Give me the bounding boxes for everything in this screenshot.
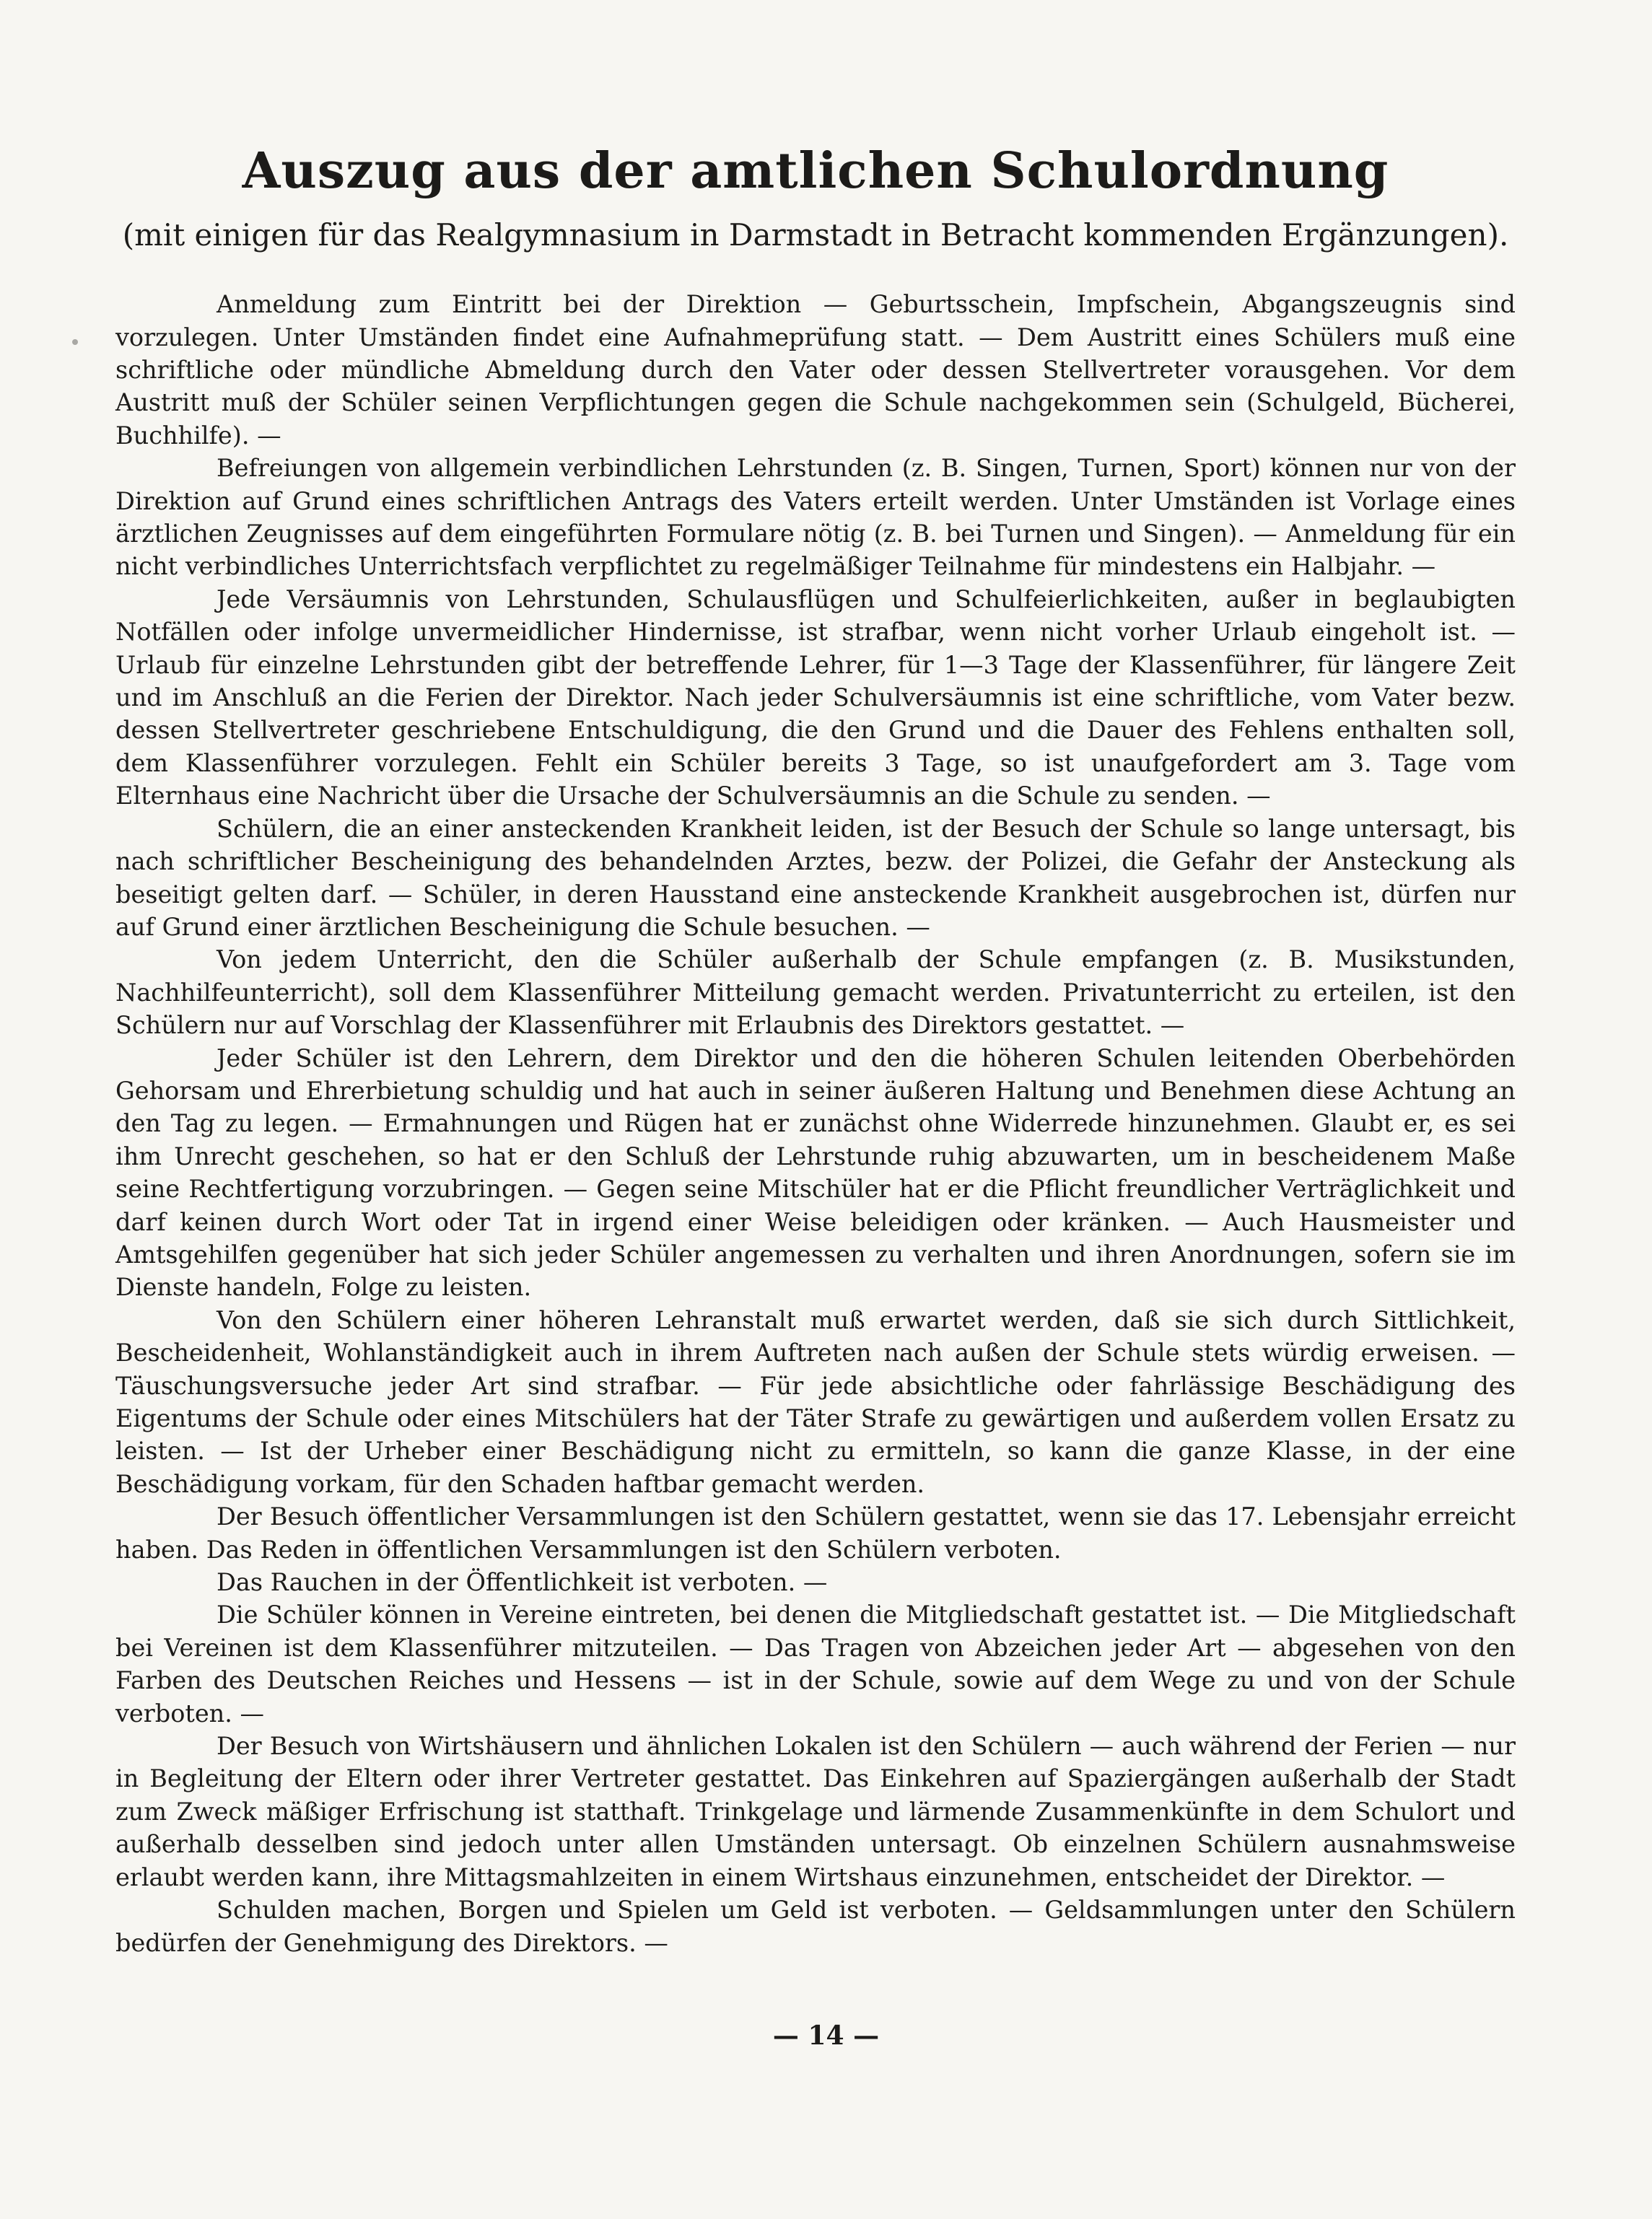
paragraph-befreiungen: Befreiungen von allgemein verbindlichen Lehrstunden (z. B. Singen, Turnen, Sport) können nur von der Direktion auf Grund eines schriftlichen Antrags des Vaters erteilt werden. Unter Umständen ist Vorlage eines ärztlichen Zeugnisses auf dem eingeführten Formulare nötig (z. B. bei Turnen und Singen). — Anmeldung für ein nicht verbindliches Unterrichtsfach verpflichtet zu regelmäßiger Teilnahme für mindestens ein Halbjahr. — bbox=[115, 454, 1516, 581]
page-number: — 14 — bbox=[772, 2021, 880, 2051]
margin-mark bbox=[72, 339, 78, 345]
paragraph-krankheit: Schülern, die an einer ansteckenden Krankheit leiden, ist der Besuch der Schule so lange untersagt, bis nach schriftlicher Bescheinigung des behandelnden Arztes, bezw. der Polizei, die Gefahr der Ansteckung als beseitigt gelten darf. — Schüler, in deren Hausstand eine ansteckende Krankheit ausgebrochen ist, dürfen nur auf Grund einer ärztlichen Bescheinigung die Schule besuchen. — bbox=[115, 814, 1516, 941]
body-text bbox=[115, 288, 1516, 1959]
paragraph-wirtshaeuser: Der Besuch von Wirtshäusern und ähnlichen Lokalen ist den Schülern — auch während der Ferien — nur in Begleitung der Eltern oder ihrer Vertreter gestattet. Das Einkehren auf Spaziergängen außerhalb der Stadt zum Zweck mäßiger Erfrischung ist statthaft. Trinkgelage und lärmende Zusammenkünfte in dem Schulort und außerhalb desselben sind jedoch unter allen Umständen untersagt. Ob einzelnen Schülern ausnahmsweise erlaubt werden kann, ihre Mittagsmahlzeiten in einem Wirtshaus einzunehmen, entscheidet der Direktor. — bbox=[115, 1732, 1516, 1891]
page-title: Auszug aus der amtlichen Schulordnung bbox=[242, 142, 1389, 200]
paragraph-anmeldung: Anmeldung zum Eintritt bei der Direktion — Geburtsschein, Impfschein, Abgangszeugnis sind vorzulegen. Unter Umständen findet eine Aufnahmeprüfung statt. — Dem Austritt eines Schülers muß eine schriftliche oder mündliche Abmeldung durch den Vater oder dessen Stellvertreter vorausgehen. Vor dem Austritt muß der Schüler seinen Verpflichtungen gegen die Schule nachgekommen sein (Schulgeld, Bücherei, Buchhilfe). — bbox=[115, 290, 1516, 450]
paragraph-versaeumnis: Jede Versäumnis von Lehrstunden, Schulausflügen und Schulfeierlichkeiten, außer in beglaubigten Notfällen oder infolge unvermeidlicher Hindernisse, ist strafbar, wenn nicht vorher Urlaub eingeholt ist. — Urlaub für einzelne Lehrstunden gibt der betreffende Lehrer, für 1—3 Tage der Klassenführer, für längere Zeit und im Anschluß an die Ferien der Direktor. Nach jeder Schulversäumnis ist eine schriftliche, vom Vater bezw. dessen Stellvertreter geschriebene Entschuldigung, die den Grund und die Dauer des Fehlens enthalten soll, dem Klassenführer vorzulegen. Fehlt ein Schüler bereits 3 Tage, so ist unaufgefordert am 3. Tage vom Elternhaus eine Nachricht über die Ursache der Schulversäumnis an die Schule zu senden. — bbox=[115, 585, 1516, 810]
paragraph-schulden: Schulden machen, Borgen und Spielen um Geld ist verboten. — Geldsammlungen unter den Schülern bedürfen der Genehmigung des Direktors. — bbox=[115, 1896, 1516, 1957]
paragraph-versammlungen: Der Besuch öffentlicher Versammlungen ist den Schülern gestattet, wenn sie das 17. Lebensjahr erreicht haben. Das Reden in öffentlichen Versammlungen ist den Schülern verboten. bbox=[115, 1502, 1516, 1564]
paragraph-gehorsam: Jeder Schüler ist den Lehrern, dem Direktor und den die höheren Schulen leitenden Oberbehörden Gehorsam und Ehrerbietung schuldig und hat auch in seiner äußeren Haltung und Benehmen diese Achtung an den Tag zu legen. — Ermahnungen und Rügen hat er zunächst ohne Widerrede hinzunehmen. Glaubt er, es sei ihm Unrecht geschehen, so hat er den Schluß der Lehrstunde ruhig abzuwarten, um in bescheidenem Maße seine Rechtfertigung vorzubringen. — Gegen seine Mitschüler hat er die Pflicht freundlicher Verträglichkeit und darf keinen durch Wort oder Tat in irgend einer Weise beleidigen oder kränken. — Auch Hausmeister und Amtsgehilfen gegenüber hat sich jeder Schüler angemessen zu verhalten und ihren Anordnungen, sofern sie im Dienste handeln, Folge zu leisten. bbox=[115, 1043, 1516, 1302]
document-page bbox=[115, 144, 1516, 1959]
page-subtitle: (mit einigen für das Realgymnasium in Darmstadt in Betracht kommenden Ergänzungen). bbox=[122, 216, 1509, 253]
paragraph-vereine: Die Schüler können in Vereine eintreten, bei denen die Mitgliedschaft gestattet ist. — Die Mitgliedschaft bei Vereinen ist dem Klassenführer mitzuteilen. — Das Tragen von Abzeichen jeder Art — abgesehen von den Farben des Deutschen Reiches und Hessens — ist in der Schule, sowie auf dem Wege zu und von der Schule verboten. — bbox=[115, 1601, 1516, 1728]
paragraph-rauchen: Das Rauchen in der Öffentlichkeit ist verboten. — bbox=[217, 1568, 828, 1597]
paragraph-unterricht: Von jedem Unterricht, den die Schüler außerhalb der Schule empfangen (z. B. Musikstunden, Nachhilfeunterricht), soll dem Klassenführer Mitteilung gemacht werden. Privatunterricht zu erteilen, ist den Schülern nur auf Vorschlag der Klassenführer mit Erlaubnis des Direktors gestattet. — bbox=[115, 945, 1516, 1040]
paragraph-sittlichkeit: Von den Schülern einer höheren Lehranstalt muß erwartet werden, daß sie sich durch Sittlichkeit, Bescheidenheit, Wohlanständigkeit auch in ihrem Auftreten nach außen der Schule stets würdig erweisen. — Täuschungsversuche jeder Art sind strafbar. — Für jede absichtliche oder fahrlässige Beschädigung des Eigentums der Schule oder eines Mitschülers hat der Täter Strafe zu gewärtigen und außerdem vollen Ersatz zu leisten. — Ist der Urheber einer Beschädigung nicht zu ermitteln, so kann die ganze Klasse, in der eine Beschädigung vorkam, für den Schaden haftbar gemacht werden. bbox=[115, 1305, 1516, 1498]
